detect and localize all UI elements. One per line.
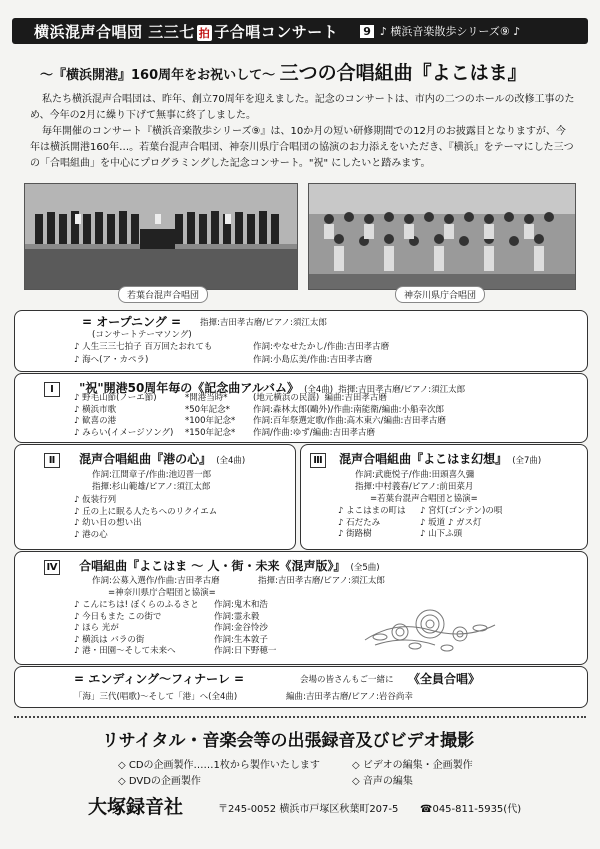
ending-title: = エンディング〜フィナーレ = [74, 672, 245, 686]
list-item: ♪ 横浜は バラの街 [74, 634, 145, 645]
ending-song: 「海」三代(唱歌)〜そして「港」へ(全4曲) [74, 692, 238, 702]
section-4-list [74, 600, 199, 658]
subtitle [40, 58, 527, 85]
list-item [74, 416, 173, 428]
subtitle-main: 三つの合唱組曲『よこはま』 [279, 62, 527, 84]
song-credit: 作詞:百年祭選定歌/作曲:高木東六/編曲:吉田孝古磨 [253, 416, 446, 426]
ending-note: 会場の皆さんもご一緒に [300, 675, 394, 685]
list-item: ♪ こんにちは! ぼくらのふるさと [74, 600, 199, 610]
list-item: ♪ 坂道 ♪ ガス灯 [420, 517, 482, 528]
section-1-list [74, 393, 173, 439]
title-part-a: 横浜混声合唱団 三三七 [34, 22, 195, 41]
section-3-list-b [420, 506, 502, 541]
list-item: 作詞:生本敦子 [214, 634, 268, 645]
footer-item-3: ◇ DVDの企画製作 [118, 776, 201, 787]
section-4-title: 合唱組曲『よこはま 〜 人・街・未来《混声版》』 [79, 559, 346, 573]
caption-right: 神奈川県庁合唱団 [395, 286, 485, 303]
song-name: ♪ みらい(イメージソング) [74, 427, 174, 438]
section-2-title: 混声合唱組曲『港の心』 [79, 452, 212, 466]
subtitle-prefix: 〜『横浜開港』160周年をお祝いして〜 [40, 68, 276, 83]
ending-credit: 編曲:吉田孝古磨/ピアノ:岩谷尚幸 [286, 692, 413, 702]
section-3-heading [310, 448, 541, 468]
caption-left: 若葉台混声合唱団 [118, 286, 208, 303]
list-item: ♪ ほら 光が [74, 623, 119, 633]
footer-item-2: ◇ ビデオの編集・企画製作 [352, 760, 473, 771]
choir-photo-right-image [309, 184, 575, 289]
company-address: 〒245-0052 横浜市戸塚区秋葉町207-5 [218, 804, 399, 815]
section-4-numeral: Ⅳ [44, 560, 60, 575]
opening-title: = オープニング = [82, 315, 182, 329]
list-item [74, 405, 173, 417]
choir-photo-left-image [25, 184, 297, 289]
section-2-heading [44, 448, 245, 468]
header-bar [12, 18, 588, 44]
list-item [253, 393, 446, 405]
opening-subtitle: (コンサートテーマソング) [92, 330, 192, 340]
intro-paragraph-2: 毎年開催のコンサート『横浜音楽散歩シリーズ⑨』は、10か月の短い研修期間での12月のお披露目となりますが、今年は横浜開港160年…。若葉台混声合唱団、神奈川県庁合唱団の協演のお力添えをいただき、『横浜』をテーマにした三つの「合唱組曲」を中心にプログラミングした記念コンサート。"祝" にしたいと踏みます。 [30, 126, 574, 169]
series-number: 9 [360, 25, 374, 38]
footer-item-1: ◇ CDの企画製作……1枚から製作いたします [118, 760, 320, 771]
company-phone: ☎045-811-5935(代) [420, 804, 522, 815]
song-arranger: 編曲:吉田孝古磨 [324, 393, 387, 403]
section-3-count: (全7曲) [512, 456, 542, 466]
choir-photo-left [24, 183, 298, 290]
list-item: 作詞:金谷怜沙 [214, 623, 268, 633]
list-item: ♪ 港・田園〜そして未来へ [74, 646, 176, 656]
song-name: ♪ 歓喜の港 [74, 416, 117, 426]
concert-title [34, 21, 338, 42]
anniversary-tag: *150年記念* [185, 427, 236, 438]
section-3-credit-2: 指揮:中村義春/ピアノ:前田菜月 [355, 482, 474, 492]
list-item: ♪ 山下ふ頭 [420, 529, 463, 539]
section-1-credits [253, 393, 446, 439]
list-item [74, 428, 173, 440]
section-1-numeral: Ⅰ [44, 382, 60, 397]
section-4-credit-1: 作詞:公募入選作/作曲:吉田孝古磨 [92, 576, 220, 586]
opening-song-2: ♪ 海へ(ア・カペラ) [74, 355, 149, 365]
section-3-numeral: Ⅲ [310, 453, 326, 468]
song-credit: (地元横浜の民謡) [253, 393, 320, 403]
choir-photo-right [308, 183, 576, 290]
list-item: ♪ 石だたみ [338, 517, 381, 528]
song-credit: 作詞:森林太郎(鷗外)/作曲:南能衛/編曲:小船幸次郎 [253, 404, 444, 415]
list-item: ♪ 幼い日の想い出 [74, 518, 142, 528]
section-3-collab: =若葉台混声合唱団と協演= [370, 494, 478, 504]
section-2-numeral: Ⅱ [44, 453, 60, 468]
list-item [74, 393, 173, 405]
footer-divider [14, 716, 586, 718]
rose-illustration [355, 590, 505, 662]
opening-song-2-credit: 作詞:小島広美/作曲:吉田孝古磨 [253, 355, 373, 365]
anniversary-tag: *50年記念* [185, 404, 230, 415]
section-4-heading [44, 555, 380, 575]
list-item: 作詞:鬼木和浩 [214, 600, 268, 610]
song-credit: 作詞/作曲:ゆず/編曲:吉田孝古磨 [253, 427, 375, 438]
section-2-credit-1: 作詞:江間章子/作曲:池辺晋一郎 [92, 470, 212, 480]
intro-paragraph-1: 私たち横浜混声合唱団は、昨年、創立70周年を迎えました。記念のコンサートは、市内の二つのホールの改修工事のため、今年の2月に繰り下げて無事に終了しました。 [30, 94, 575, 121]
section-2-credit-2: 指揮:杉山範雄/ピアノ:須江太郎 [92, 482, 211, 492]
section-4-collab: =神奈川県庁合唱団と協演= [108, 588, 216, 598]
list-item: ♪ 今日もまた この街で [74, 611, 162, 622]
list-item: 作詞:日下野穂一 [214, 646, 277, 656]
section-2-list [74, 495, 217, 541]
section-1-anniversary [185, 393, 235, 439]
list-item: ♪ 街路樹 [338, 529, 372, 539]
opening-credit: 指揮:吉田孝古磨/ピアノ:須江太郎 [200, 318, 327, 328]
ending-tag: 《全員合唱》 [408, 672, 481, 686]
section-1-count: (全4曲) [304, 385, 334, 395]
opening-song-1-credit: 作詞:やなせたかし/作曲:吉田孝古磨 [253, 342, 390, 352]
section-3-credit-1: 作詞:武鹿悦子/作曲:田頭喜久彌 [355, 470, 475, 480]
list-item: 作詞:霊永毅 [214, 611, 260, 622]
title-part-b: 子合唱コンサート [214, 22, 339, 41]
stamp-mark: 拍 [198, 26, 211, 40]
rose-icon [355, 590, 505, 658]
song-name: ♪ 横浜市歌 [74, 404, 117, 415]
list-item: ♪ 宮灯(ゴンテン)の唄 [420, 506, 503, 516]
list-item: ♪ 仮装行列 [74, 495, 117, 505]
section-1-credit: 指揮:吉田孝古磨/ピアノ:須江太郎 [338, 385, 466, 395]
footer-item-4: ◇ 音声の編集 [352, 776, 413, 787]
series-name: ♪ 横浜音楽散歩シリーズ⑨ ♪ [379, 25, 521, 38]
company-name: 大塚録音社 [88, 796, 184, 818]
section-3-title: 混声合唱組曲『よこはま幻想』 [339, 452, 508, 466]
section-4-lyricists [214, 600, 276, 658]
section-3-list-a [338, 506, 406, 541]
section-4-count: (全5曲) [350, 563, 380, 573]
footer-headline: リサイタル・音楽会等の出張録音及びビデオ撮影 [102, 731, 475, 751]
section-4-credit-2: 指揮:吉田孝古磨/ピアノ:須江太郎 [258, 576, 385, 586]
opening-song-1: ♪ 人生三三七拍子 百万回たおれても [74, 342, 213, 352]
anniversary-tag: *100年記念* [185, 416, 236, 426]
list-item: ♪ 港の心 [74, 529, 108, 540]
list-item: ♪ 丘の上に眠る人たちへのリクイエム [74, 506, 218, 517]
section-2-count: (全4曲) [216, 456, 246, 466]
song-name: ♪ 野毛山節(ノーエ節) [74, 393, 157, 403]
section-1-title: "祝"開港50周年毎の《記念曲アルバム》 [79, 381, 299, 395]
list-item: ♪ よこはまの町は [338, 506, 406, 516]
intro-text [30, 92, 575, 172]
anniversary-tag: *開港当時* [185, 393, 228, 403]
